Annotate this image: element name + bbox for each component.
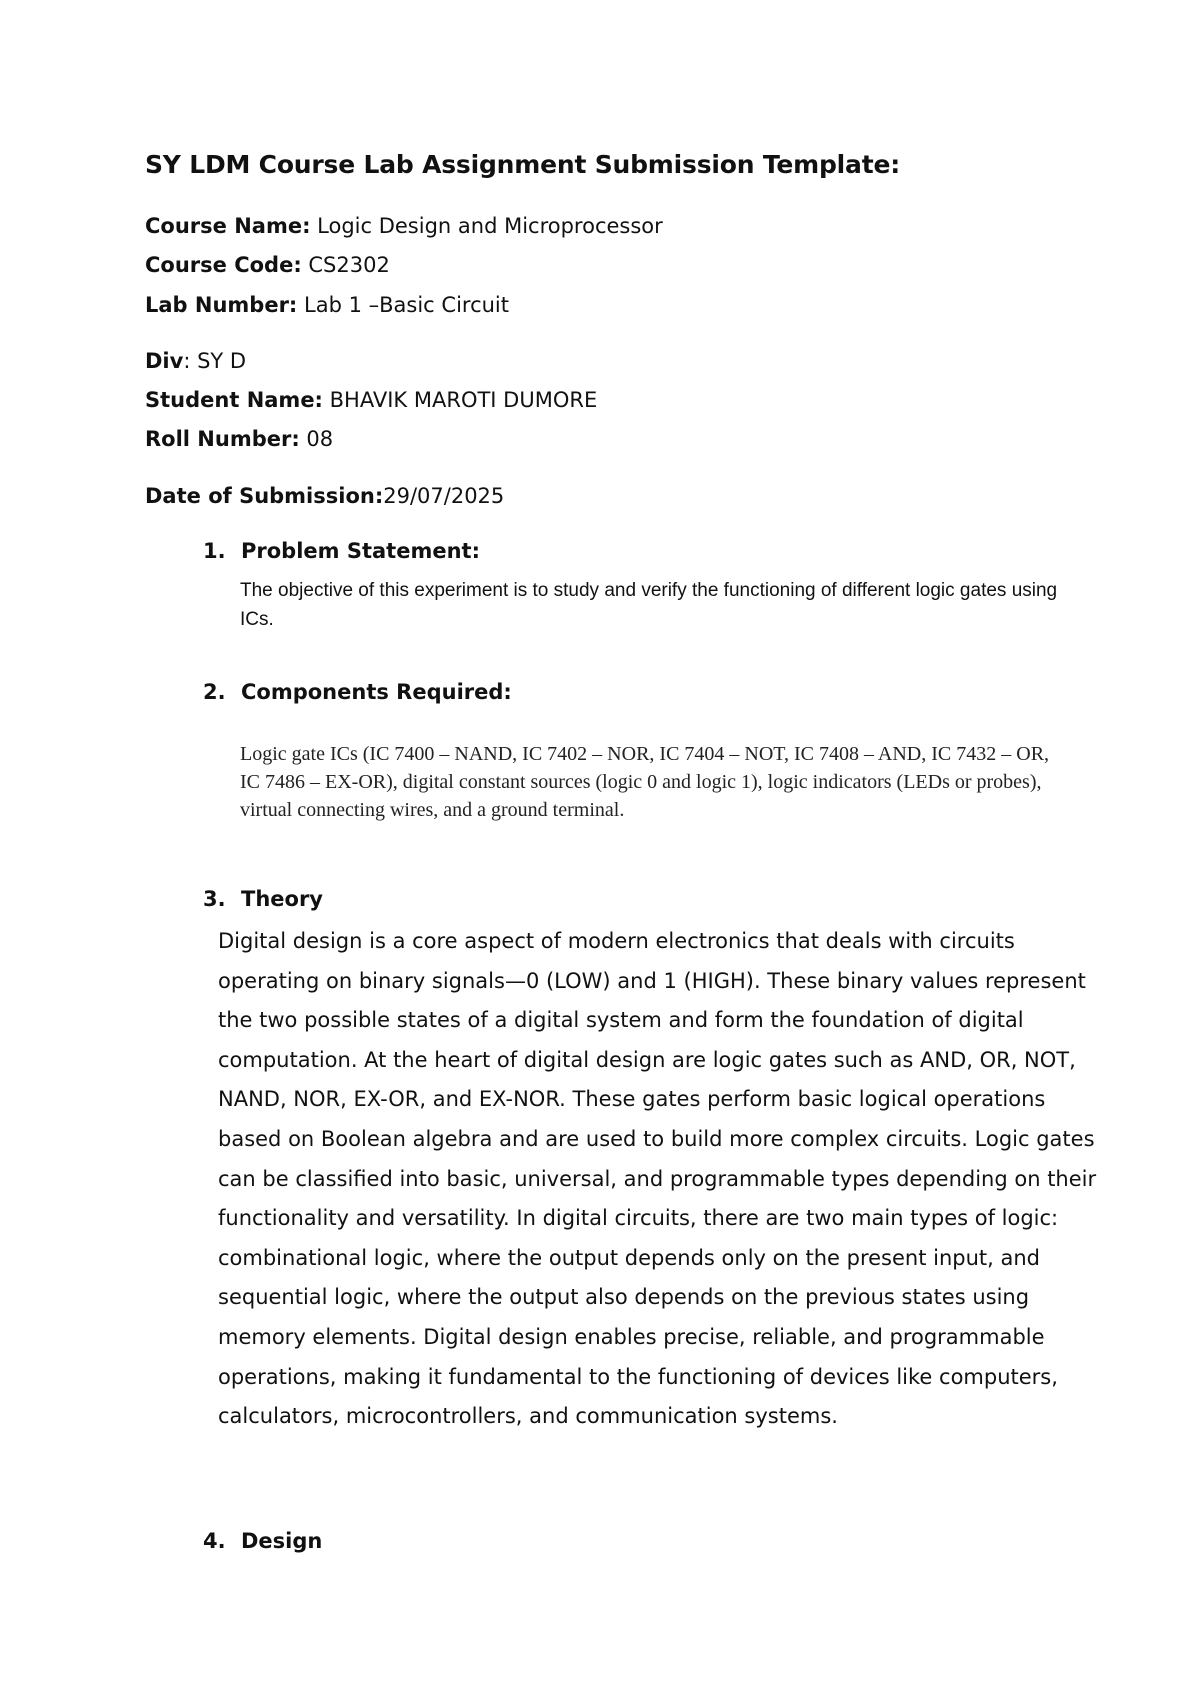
field-value: Logic Design and Microprocessor bbox=[310, 214, 663, 238]
section-title: Design bbox=[241, 1529, 323, 1553]
section-title: Theory bbox=[241, 887, 323, 911]
section-heading-components-required bbox=[203, 680, 512, 704]
lab-number-field bbox=[145, 291, 509, 319]
field-value: BHAVIK MAROTI DUMORE bbox=[322, 388, 598, 412]
section-number: 4. bbox=[203, 1529, 226, 1553]
field-label: Course Code: bbox=[145, 253, 302, 277]
student-name-field bbox=[145, 386, 597, 414]
section-title: Components Required: bbox=[241, 680, 512, 704]
components-required-text: Logic gate ICs (IC 7400 – NAND, IC 7402 – NOR, IC 7404 – NOT, IC 7408 – AND, IC 7432 – OR, IC 7486 – EX-OR), digital constant sources (logic 0 and logic 1), logic indicators (LEDs or probes), virtual connecting wires, and a ground terminal. bbox=[240, 743, 1050, 821]
theory-text: Digital design is a core aspect of modern electronics that deals with circuits operating on binary signals—0 (LOW) and 1 (HIGH). These binary values represent the two possible states of a digital system and form the foundation of digital computation. At the heart of digital design are logic gates such as AND, OR, NOT, NAND, NOR, EX-OR, and EX-NOR. These gates perform basic logical operations based on Boolean algebra and are used to build more complex circuits. Logic gates can be classified into basic, universal, and programmable types depending on their functionality and versatility. In digital circuits, there are two main types of logic: combinational logic, where the output depends only on the present input, and sequential logic, where the output also depends on the previous states using memory elements. Digital design enables precise, reliable, and programmable operations, making it fundamental to the functioning of devices like computers, calculators, microcontrollers, and communication systems. bbox=[218, 929, 1097, 1429]
field-value: CS2302 bbox=[301, 253, 390, 277]
section-heading-design bbox=[203, 1529, 323, 1553]
field-label: Course Name: bbox=[145, 214, 311, 238]
field-label: Lab Number: bbox=[145, 293, 298, 317]
section-number: 3. bbox=[203, 887, 226, 911]
field-value: 29/07/2025 bbox=[383, 484, 505, 508]
problem-statement-text: The objective of this experiment is to study and verify the functioning of different logic gates using ICs. bbox=[240, 580, 1058, 630]
section-number: 1. bbox=[203, 539, 226, 563]
course-code-field bbox=[145, 251, 390, 279]
section-number: 2. bbox=[203, 680, 226, 704]
field-value: : SY D bbox=[183, 349, 247, 373]
field-label: Div bbox=[145, 349, 184, 373]
section-heading-theory bbox=[203, 887, 323, 911]
div-field bbox=[145, 347, 246, 375]
date-of-submission-field bbox=[145, 482, 504, 510]
field-label: Student Name: bbox=[145, 388, 323, 412]
field-value: Lab 1 –Basic Circuit bbox=[297, 293, 509, 317]
field-label: Date of Submission: bbox=[145, 484, 384, 508]
document-title: SY LDM Course Lab Assignment Submission Template: bbox=[145, 150, 900, 179]
field-label: Roll Number: bbox=[145, 427, 300, 451]
section-heading-problem-statement bbox=[203, 539, 480, 563]
roll-number-field bbox=[145, 425, 333, 453]
field-value: 08 bbox=[299, 427, 334, 451]
course-name-field bbox=[145, 212, 663, 240]
section-title: Problem Statement: bbox=[241, 539, 480, 563]
